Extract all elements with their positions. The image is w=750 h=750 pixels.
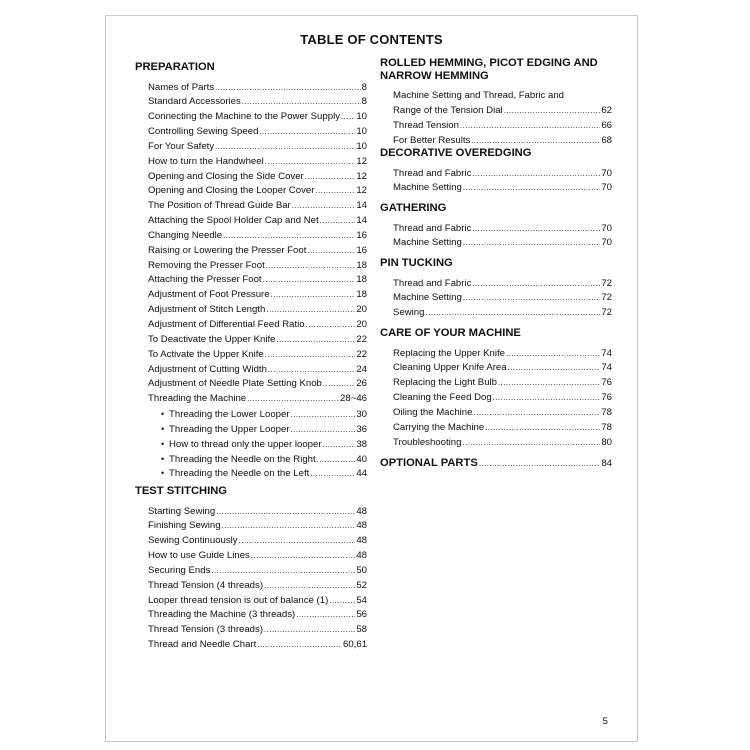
entry-label: Names of Parts — [148, 81, 215, 93]
leader-dots — [264, 623, 355, 638]
leader-dots — [247, 392, 339, 407]
leader-dots — [320, 214, 356, 229]
leader-dots — [307, 244, 355, 259]
entry-page: 16 — [356, 229, 367, 241]
entry-page: 56 — [356, 609, 367, 621]
entry-label: Threading the Machine — [148, 393, 247, 405]
leader-dots — [263, 273, 356, 288]
entry-page: 12 — [356, 155, 367, 167]
entry-label: Standard Accessories — [148, 96, 241, 108]
entry-label: Adjustment of Needle Plate Setting Knob — [148, 378, 322, 390]
sub-entry[interactable] — [148, 437, 367, 452]
entry-label: To Activate the Upper Knife — [148, 348, 264, 360]
toc-entry[interactable] — [393, 376, 612, 391]
entry-label: Finishing Sewing — [148, 520, 221, 532]
entry-label: For Better Results — [393, 134, 471, 146]
leader-dots — [222, 519, 356, 534]
leader-dots — [266, 303, 355, 318]
toc-entry[interactable] — [393, 167, 612, 182]
entry-page: 12 — [356, 170, 367, 182]
toc-entry[interactable] — [393, 306, 612, 321]
sub-entry[interactable] — [148, 407, 367, 422]
entry-page: 54 — [356, 594, 367, 606]
entry-page: 76 — [601, 377, 612, 389]
leader-dots — [485, 421, 600, 436]
bullet-icon: • — [161, 453, 165, 464]
entry-label: Removing the Presser Foot — [148, 259, 265, 271]
entry-page: 74 — [601, 347, 612, 359]
entry-label: For Your Safety — [148, 140, 215, 152]
entry-page: 22 — [356, 333, 367, 345]
entry-label: Machine Setting — [393, 182, 462, 194]
toc-entry[interactable] — [148, 244, 367, 259]
entry-page: 28~46 — [340, 393, 367, 405]
section-gathering — [380, 202, 612, 251]
entry-page: 24 — [356, 363, 367, 375]
toc-entry[interactable] — [393, 361, 612, 376]
toc-entry[interactable] — [148, 534, 367, 549]
toc-entry[interactable] — [148, 318, 367, 333]
toc-entry[interactable] — [393, 291, 612, 306]
entry-page: 74 — [601, 362, 612, 374]
leader-dots — [472, 167, 600, 182]
entry-label: Adjustment of Stitch Length — [148, 304, 266, 316]
entry-label: Cleaning Upper Knife Area — [393, 362, 507, 374]
leader-dots — [504, 104, 601, 119]
leader-dots — [498, 376, 600, 391]
entry-page: 48 — [356, 535, 367, 547]
bullet-icon: • — [161, 409, 165, 420]
toc-entry[interactable] — [148, 549, 367, 564]
section-decorative-overedging — [380, 147, 612, 196]
leader-dots — [215, 140, 355, 155]
entry-list — [380, 167, 612, 197]
manual-page — [105, 15, 638, 742]
section-title: ROLLED HEMMING, PICOT EDGING AND NARROW HEMMING — [380, 57, 598, 82]
leader-dots — [425, 306, 600, 321]
leader-dots — [215, 81, 361, 96]
entry-label: Carrying the Machine — [393, 421, 485, 433]
leader-dots — [265, 155, 356, 170]
entry-page: 72 — [601, 277, 612, 289]
entry-page: 48 — [356, 520, 367, 532]
entry-label: How to use Guide Lines — [148, 550, 250, 562]
entry-label: Thread Tension — [393, 119, 459, 131]
entry-label: Securing Ends — [148, 564, 211, 576]
toc-entry[interactable] — [393, 406, 612, 421]
leader-dots — [257, 638, 342, 653]
section-title: PREPARATION — [135, 61, 215, 73]
entry-label: Changing Needle — [148, 229, 223, 241]
entry-label: Replacing the Upper Knife — [393, 347, 505, 359]
toc-entry[interactable] — [148, 579, 367, 594]
entry-page: 10 — [356, 126, 367, 138]
leader-dots — [211, 564, 355, 579]
entry-label: Threading the Machine (3 threads) — [148, 609, 296, 621]
entry-page: 62 — [601, 104, 612, 116]
entry-label: Threading the Upper Looper — [169, 423, 290, 435]
entry-label: Connecting the Machine to the Power Supply — [148, 111, 340, 123]
entry-page: 36 — [356, 423, 367, 435]
leader-dots — [292, 199, 356, 214]
entry-label: Adjustment of Differential Feed Ratio — [148, 319, 305, 330]
entry-label: Machine Setting and Thread, Fabric and — [393, 90, 565, 101]
toc-entry[interactable] — [148, 377, 367, 392]
leader-dots — [462, 436, 600, 451]
toc-entry[interactable] — [148, 110, 367, 125]
entry-label: Replacing the Light Bulb — [393, 377, 498, 389]
toc-entry[interactable] — [148, 363, 367, 378]
toc-entry[interactable] — [148, 184, 367, 199]
entry-page: 70 — [601, 182, 612, 194]
entry-label: Threading the Lower Looper — [169, 409, 290, 421]
toc-entry[interactable] — [148, 125, 367, 140]
entry-label: Threading the Needle on the Right — [169, 453, 316, 465]
leader-dots — [223, 229, 355, 244]
leader-dots — [216, 505, 355, 520]
toc-entry[interactable] — [148, 214, 367, 229]
toc-entry[interactable] — [148, 564, 367, 579]
toc-entry[interactable] — [393, 236, 612, 251]
toc-entry[interactable] — [148, 155, 367, 170]
entry-page: 68 — [601, 134, 612, 146]
leader-dots — [310, 467, 355, 481]
sub-entry[interactable] — [148, 452, 367, 467]
leader-dots — [472, 277, 600, 292]
entry-page: 70 — [601, 167, 612, 179]
bullet-icon: • — [161, 468, 165, 479]
section-rolled-hemming — [380, 57, 612, 148]
toc-entry[interactable] — [148, 170, 367, 185]
leader-dots — [317, 453, 356, 467]
toc-entry[interactable] — [393, 436, 612, 451]
entry-page: 58 — [356, 624, 367, 636]
toc-entry[interactable] — [148, 303, 367, 318]
toc-entry[interactable] — [148, 392, 367, 407]
sub-entry[interactable] — [148, 422, 367, 437]
toc-entry[interactable] — [393, 104, 612, 119]
bullet-icon: • — [161, 423, 165, 434]
leader-dots — [291, 423, 356, 437]
leader-dots — [271, 288, 356, 303]
leader-dots — [329, 594, 355, 609]
leader-dots — [341, 110, 355, 125]
section-title: GATHERING — [380, 202, 447, 214]
entry-list — [380, 347, 612, 451]
entry-page: 10 — [356, 111, 367, 123]
sub-entry[interactable] — [148, 466, 367, 481]
entry-label: How to turn the Handwheel — [148, 155, 264, 167]
entry-page: 22 — [356, 348, 367, 360]
entry-label: Cleaning the Feed Dog — [393, 392, 492, 404]
toc-entry[interactable] — [393, 347, 612, 362]
toc-entry[interactable] — [393, 277, 612, 292]
entry-label: Oiling the Machine — [393, 406, 473, 418]
leader-dots — [506, 347, 600, 362]
entry-page: 30 — [356, 409, 367, 421]
entry-page: 16 — [356, 244, 367, 256]
leader-dots — [306, 318, 356, 333]
leader-dots — [323, 377, 355, 392]
leader-dots — [268, 363, 355, 378]
toc-entry[interactable] — [393, 421, 612, 436]
entry-page: 20 — [356, 304, 367, 316]
optional-parts-label: OPTIONAL PARTS — [380, 457, 478, 469]
entry-page: 52 — [356, 579, 367, 591]
entry-page: 48 — [356, 550, 367, 562]
toc-entry[interactable] — [148, 95, 367, 110]
entry-label: Adjustment of Cutting Width — [148, 363, 267, 375]
toc-entry[interactable] — [148, 519, 367, 534]
entry-label: Thread Tension (3 threads) — [148, 624, 264, 636]
entry-label: Adjustment of Foot Pressure — [148, 289, 270, 301]
leader-dots — [296, 608, 355, 623]
leader-dots — [479, 459, 601, 468]
entry-label: Thread and Fabric — [393, 277, 472, 289]
entry-page: 66 — [601, 119, 612, 131]
entry-label: Opening and Closing the Looper Cover — [148, 185, 315, 197]
leader-dots — [291, 408, 356, 422]
entry-label: Attaching the Presser Foot — [148, 274, 262, 286]
section-pin-tucking — [380, 257, 612, 321]
entry-label: Thread and Fabric — [393, 222, 472, 234]
leader-dots — [463, 291, 601, 306]
entry-label: Range of the Tension Dial — [393, 104, 503, 116]
leader-dots — [323, 438, 356, 452]
section-title: TEST STITCHING — [135, 485, 227, 497]
entry-list — [135, 505, 367, 653]
leader-dots — [463, 181, 601, 196]
entry-label: Attaching the Spool Holder Cap and Net — [148, 215, 319, 227]
toc-entry[interactable] — [148, 288, 367, 303]
entry-page: 78 — [601, 421, 612, 433]
entry-label: Troubleshooting — [393, 436, 462, 448]
section-preparation — [135, 61, 367, 481]
entry-label: Thread and Needle Chart — [148, 639, 257, 651]
toc-entry[interactable] — [393, 119, 612, 134]
toc-entry[interactable] — [148, 638, 367, 653]
entry-label: Starting Sewing — [148, 505, 216, 517]
leader-dots — [276, 333, 355, 348]
entry-label: Raising or Lowering the Presser Foot — [148, 244, 307, 256]
leader-dots — [315, 184, 355, 199]
entry-label: Sewing — [393, 307, 425, 319]
entry-page: 78 — [601, 406, 612, 418]
entry-page: 12 — [356, 185, 367, 197]
toc-entry[interactable] — [148, 594, 367, 609]
entry-label: How to thread only the upper looper — [169, 438, 322, 450]
section-title: CARE OF YOUR MACHINE — [380, 327, 521, 339]
toc-entry[interactable] — [393, 89, 612, 104]
entry-label: Threading the Needle on the Left — [169, 468, 310, 480]
entry-page: 48 — [356, 505, 367, 517]
entry-list — [380, 222, 612, 252]
entry-label: Controlling Sewing Speed — [148, 126, 259, 138]
entry-page: 40 — [356, 453, 367, 465]
entry-page: 60,61 — [342, 639, 367, 651]
toc-entry[interactable] — [393, 222, 612, 237]
entry-page: 76 — [601, 392, 612, 404]
entry-page: 38 — [356, 438, 367, 450]
leader-dots — [508, 361, 601, 376]
toc-entry[interactable] — [393, 181, 612, 196]
leader-dots — [265, 348, 356, 363]
entry-label: Machine Setting — [393, 292, 462, 304]
entry-list — [380, 89, 612, 148]
leader-dots — [251, 549, 355, 564]
entry-page: 14 — [356, 215, 367, 227]
toc-entry[interactable] — [393, 391, 612, 406]
toc-entry[interactable] — [148, 199, 367, 214]
leader-dots — [242, 95, 361, 110]
toc-entry[interactable] — [148, 81, 367, 96]
leader-dots — [305, 170, 356, 185]
entry-label: Looper thread tension is out of balance (1) — [148, 594, 329, 606]
toc-entry[interactable] — [148, 505, 367, 520]
toc-entry[interactable] — [148, 333, 367, 348]
entry-page: 44 — [356, 468, 367, 480]
toc-entry[interactable] — [148, 273, 367, 288]
leader-dots — [259, 125, 355, 140]
toc-entry[interactable] — [148, 229, 367, 244]
leader-dots — [473, 406, 600, 421]
entry-list — [380, 277, 612, 322]
entry-page: 14 — [356, 200, 367, 212]
section-care-of-your-machine — [380, 327, 612, 450]
entry-label: To Deactivate the Upper Knife — [148, 333, 276, 345]
entry-page: 80 — [601, 436, 612, 448]
entry-page: 10 — [356, 140, 367, 152]
section-title: DECORATIVE OVEREDGING — [380, 147, 532, 159]
bullet-icon: • — [161, 438, 165, 449]
entry-page: 18 — [356, 274, 367, 286]
entry-page: 8 — [361, 96, 367, 108]
leader-dots — [239, 534, 356, 549]
leader-dots — [493, 391, 601, 406]
toc-entry[interactable] — [148, 348, 367, 363]
entry-label: Thread and Fabric — [393, 167, 472, 179]
entry-label: Thread Tension (4 threads) — [148, 579, 264, 591]
entry-page: 26 — [356, 378, 367, 390]
entry-page: 18 — [356, 289, 367, 301]
section-test-stitching — [135, 485, 367, 653]
entry-label: Machine Setting — [393, 237, 462, 249]
optional-parts-page: 84 — [601, 458, 612, 469]
entry-label: Opening and Closing the Side Cover — [148, 170, 304, 182]
entry-page: 72 — [601, 307, 612, 319]
toc-entry[interactable] — [148, 623, 367, 638]
entry-list — [135, 81, 367, 482]
leader-dots — [264, 579, 355, 594]
entry-label: The Position of Thread Guide Bar — [148, 200, 291, 212]
entry-page: 8 — [361, 81, 367, 93]
leader-dots — [266, 259, 356, 274]
entry-page: 70 — [601, 237, 612, 249]
entry-page: 70 — [601, 222, 612, 234]
page-title: TABLE OF CONTENTS — [300, 32, 443, 47]
entry-label: Sewing Continuously — [148, 535, 238, 547]
entry-page: 18 — [356, 259, 367, 271]
leader-dots — [472, 222, 600, 237]
toc-entry[interactable] — [148, 259, 367, 274]
entry-page: 20 — [356, 319, 367, 330]
entry-page: 72 — [601, 292, 612, 304]
leader-dots — [463, 236, 601, 251]
page-number: 5 — [602, 716, 608, 727]
toc-entry[interactable] — [148, 140, 367, 155]
entry-page: 50 — [356, 564, 367, 576]
section-title: PIN TUCKING — [380, 257, 453, 269]
toc-entry[interactable] — [148, 608, 367, 623]
optional-parts-row[interactable] — [380, 457, 612, 469]
leader-dots — [460, 119, 600, 134]
